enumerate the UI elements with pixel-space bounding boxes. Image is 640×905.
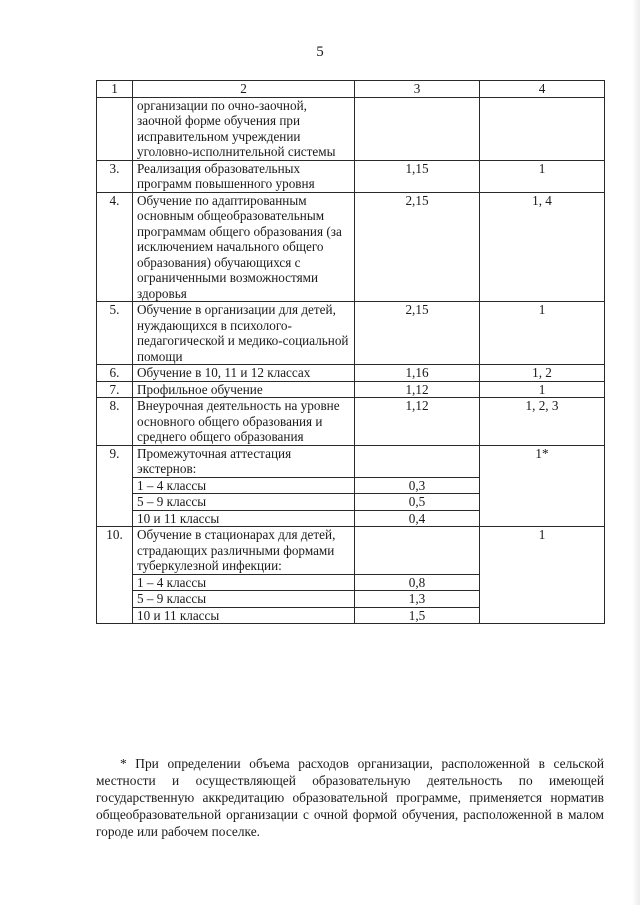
row-number: 4. xyxy=(97,192,133,302)
row-number: 6. xyxy=(97,365,133,382)
row-coef: 1,12 xyxy=(355,381,480,398)
row-number: 7. xyxy=(97,381,133,398)
row-text: Обучение в 10, 11 и 12 классах xyxy=(133,365,355,382)
row-text: Обучение в организации для детей, нуждающихся в психолого-педагогической и медико-социальной помощи xyxy=(133,302,355,365)
row-text: Обучение по адаптированным основным общеобразовательным программам общего образования (за исключением начального общего образования) обучающихся с ограниченными возможностями здоровья xyxy=(133,192,355,302)
subrow-coef: 0,4 xyxy=(355,510,480,527)
table-row-group9-title xyxy=(97,445,605,477)
row-coef: 1,12 xyxy=(355,398,480,446)
row-coef: 1,15 xyxy=(355,160,480,192)
row-number: 9. xyxy=(97,445,133,527)
row-text: Обучение в стационарах для детей, страдающих различными формами туберкулезной инфекции: xyxy=(133,527,355,575)
table-row xyxy=(97,381,605,398)
row-text: Профильное обучение xyxy=(133,381,355,398)
row-number: 5. xyxy=(97,302,133,365)
row-coef xyxy=(355,97,480,160)
row-number: 3. xyxy=(97,160,133,192)
scan-edge-shadow xyxy=(632,0,640,905)
subrow-coef: 0,8 xyxy=(355,574,480,591)
subrow-coef: 1,3 xyxy=(355,591,480,608)
row-note: 1 xyxy=(480,527,605,624)
row-number xyxy=(97,97,133,160)
subrow-text: 5 – 9 классы xyxy=(133,591,355,608)
header-cell: 3 xyxy=(355,81,480,98)
row-note: 1, 2 xyxy=(480,365,605,382)
row-coef: 1,16 xyxy=(355,365,480,382)
table-row xyxy=(97,302,605,365)
subrow-coef: 0,5 xyxy=(355,494,480,511)
row-text: организации по очно-заочной, заочной форме обучения при исправительном учреждении уголовно-исполнительной системы xyxy=(133,97,355,160)
row-coef-empty xyxy=(355,445,480,477)
row-text: Реализация образовательных программ повышенного уровня xyxy=(133,160,355,192)
page-number: 5 xyxy=(316,44,324,60)
header-cell: 2 xyxy=(133,81,355,98)
table-row xyxy=(97,192,605,302)
row-coef: 2,15 xyxy=(355,302,480,365)
row-note: 1 xyxy=(480,160,605,192)
subrow-text: 1 – 4 классы xyxy=(133,477,355,494)
header-cell: 4 xyxy=(480,81,605,98)
header-cell: 1 xyxy=(97,81,133,98)
table-header-row xyxy=(97,81,605,98)
row-number: 10. xyxy=(97,527,133,624)
table-row-group10-title xyxy=(97,527,605,575)
row-note: 1 xyxy=(480,302,605,365)
subrow-text: 10 и 11 классы xyxy=(133,510,355,527)
row-text: Внеурочная деятельность на уровне основного общего образования и среднего общего образования xyxy=(133,398,355,446)
row-coef-empty xyxy=(355,527,480,575)
row-note: 1* xyxy=(480,445,605,527)
norms-table xyxy=(96,80,605,624)
footnote: * При определении объема расходов организации, расположенной в сельской местности и осуществляющей образовательную деятельность по имеющей государственную аккредитацию образовательной программе, применяется норматив общеобразовательной организации с очной формой обучения, расположенной в малом городе или рабочем поселке. xyxy=(96,756,604,840)
row-text: Промежуточная аттестация экстернов: xyxy=(133,445,355,477)
subrow-text: 10 и 11 классы xyxy=(133,607,355,624)
table-row xyxy=(97,398,605,446)
row-note xyxy=(480,97,605,160)
row-note: 1, 4 xyxy=(480,192,605,302)
subrow-text: 5 – 9 классы xyxy=(133,494,355,511)
row-coef: 2,15 xyxy=(355,192,480,302)
row-note: 1, 2, 3 xyxy=(480,398,605,446)
subrow-coef: 1,5 xyxy=(355,607,480,624)
table-row xyxy=(97,97,605,160)
row-note: 1 xyxy=(480,381,605,398)
table-row xyxy=(97,160,605,192)
row-number: 8. xyxy=(97,398,133,446)
subrow-coef: 0,3 xyxy=(355,477,480,494)
table-row xyxy=(97,365,605,382)
subrow-text: 1 – 4 классы xyxy=(133,574,355,591)
